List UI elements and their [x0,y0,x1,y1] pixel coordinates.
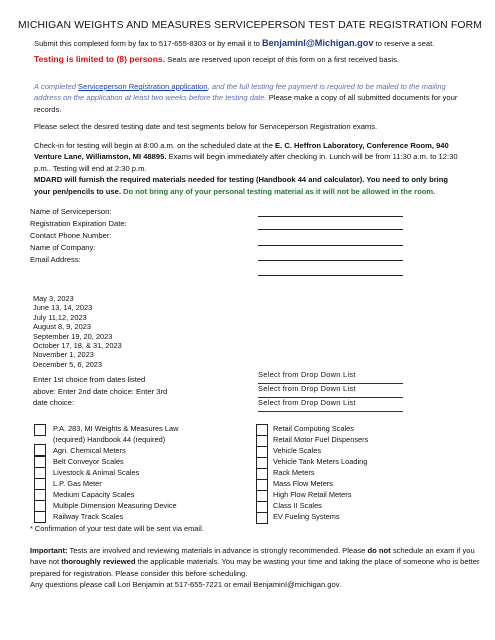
submit-email[interactable]: BenjaminI@Michigan.gov [261,38,374,48]
submit-suffix: to reserve a seat. [373,39,435,48]
segment-label: Vehicle Scales [273,446,322,455]
company-field[interactable] [258,260,403,261]
test-date: November 1, 2023 [33,350,94,360]
select-instructions: Please select the desired testing date and test segments below for Serviceperson Registration exams. [34,122,378,131]
segment-label: Medium Capacity Scales [53,490,135,499]
important-d: the applicable materials. You may be wasting your time and taking the place of someone who is better prepared for registration. Please consider this before scheduling. [30,557,480,578]
expiration-field[interactable] [258,229,403,230]
email-field[interactable] [258,275,403,276]
segment-label: P.A. 283, MI Weights & Measures Law [53,424,179,433]
field-label-name: Name of Serviceperson: [30,207,112,216]
bring-warning: Do not bring any of your personal testing material as it will not be allowed in the room. [123,187,436,196]
test-date: September 19, 20, 2023 [33,331,113,341]
date-choice-instructions: Enter 1st choice from dates listed above: Enter 2nd date choice: Enter 3rd date choice: [33,375,168,408]
test-date: August 8, 9, 2023 [33,322,91,332]
page-title: MICHIGAN WEIGHTS AND MEASURES SERVICEPERSON TEST DATE REGISTRATION FORM [18,20,483,31]
checkin-b: Exams will begin immediately after checking in. Lunch will be from 11:30 a.m. to 12:30 p.m.. Testing will end at 2:30 p.m. [34,152,458,173]
bring-a: your pen/pencils to use. [34,187,124,196]
important-reviewed: thoroughly reviewed [61,557,136,567]
checkin-location: E. C. Heffron Laboratory, Conference Room, 940 Venture Lane, Williamston, MI 48895. [34,141,449,162]
important-do-not: do not [367,546,391,555]
test-dates-list [33,294,122,369]
test-date: December 5, 6, 2023 [33,359,103,369]
payment-paragraph [34,81,470,115]
segment-label: Agri. Chemical Meters [53,446,126,455]
phone-field[interactable] [258,245,403,246]
first-choice-dropdown[interactable]: Select from Drop Down List [258,370,403,384]
payment-plain: Please make a copy of all submitted documents for your records. [34,93,458,114]
payment-italic-a: A completed [34,82,79,91]
third-choice-dropdown[interactable]: Select from Drop Down List [258,398,403,412]
segment-label: Railway Track Scales [53,512,124,521]
segment-label: EV Fueling Systems [273,512,340,521]
segment-label: Mass Flow Meters [273,479,333,488]
checkbox-railway-track[interactable] [34,511,46,523]
checkbox-ev-fueling[interactable] [256,512,268,524]
second-choice-dropdown[interactable]: Select from Drop Down List [258,384,403,398]
segment-label: Belt Conveyor Scales [53,457,124,466]
bring-notice [34,186,484,197]
important-notice [30,545,480,591]
segment-label: (required) Handbook 44 (required) [53,435,166,444]
segment-label: Retail Motor Fuel Dispensers [273,435,369,444]
segment-label: Retail Computing Scales [273,424,354,433]
important-c: schedule an exam if you have not [30,546,475,567]
limit-warning: Testing is limited to (8) persons. [34,54,166,64]
payment-italic-b: , and the full testing fee payment is required to be mailed to the mailing address on the application at least two weeks before the testing date. [34,82,446,103]
submit-prefix: Submit this completed form by fax to 517-655-8303 or by email it to [34,39,262,48]
important-label: Important: [30,546,68,555]
test-date: June 13, 14, 2023 [33,303,93,313]
limit-notice [34,54,399,64]
application-link[interactable]: Serviceperson Registration application [78,82,208,91]
segment-label: Multiple Dimension Measuring Device [53,501,177,510]
contact-line: Any questions please call Lori Benjamin at 517-655-7221 or email BenjaminI@michigan.gov. [30,580,342,590]
confirmation-note: * Confirmation of your test date will be sent via email. [30,524,204,533]
limit-rest: Seats are reserved upon receipt of this form on a first received basis. [165,55,399,64]
test-date: May 3, 2023 [33,294,74,303]
submit-instructions [34,38,434,48]
segment-label: Class II Scales [273,501,322,510]
checkin-paragraph [34,140,474,174]
name-field[interactable] [258,216,403,217]
field-label-email: Email Address: [30,255,81,264]
test-date: October 17, 18, & 31, 2023 [33,341,122,351]
checkbox-law-handbook[interactable] [34,424,46,436]
important-a: Tests are involved and reviewing materials in advance is strongly recommended. Please [67,546,368,555]
field-label-expiration: Registration Expiration Date: [30,219,127,228]
checkbox-agri-chemical[interactable] [34,444,46,456]
segment-label: High Flow Retail Meters [273,490,352,499]
segment-label: Vehicle Tank Meters Loading [273,457,368,466]
field-label-company: Name of Company: [30,243,96,252]
segment-label: Livestock & Animal Scales [53,468,140,477]
test-date: July 11,12, 2023 [33,312,87,322]
segment-label: L.P. Gas Meter [53,479,102,488]
materials-notice: MDARD will furnish the required materials needed for testing (Handbook 44 and calculator). You need to only bring [34,175,449,184]
checkin-a: Check-in for testing will begin at 8:00 a.m. on the scheduled date at the [34,141,276,150]
field-label-phone: Contact Phone Number: [30,231,112,240]
segment-label: Rack Meters [273,468,315,477]
